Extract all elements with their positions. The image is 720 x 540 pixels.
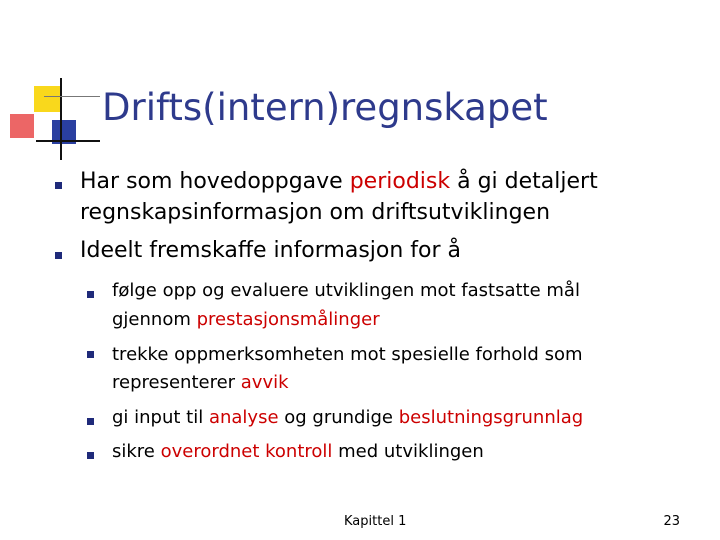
bullet-1-line-1 <box>80 167 598 196</box>
subbullet-4-text-start: sikre <box>112 441 161 462</box>
subbullet-1-highlight: prestasjonsmålinger <box>196 309 380 330</box>
logo-yellow-square <box>34 86 60 112</box>
subbullet-4-highlight: overordnet kontroll <box>160 441 333 462</box>
subbullet-2-text: representerer <box>112 372 241 393</box>
subbullet-square-icon <box>87 418 94 425</box>
logo-red-square <box>10 114 34 138</box>
bullet-square-icon <box>55 182 62 189</box>
logo-vertical-line <box>60 78 62 160</box>
bullet-2-text: Ideelt fremskaffe informasjon for å <box>80 238 462 263</box>
subbullet-3-text-start: gi input til <box>112 407 209 428</box>
logo-horizontal-line <box>36 140 100 142</box>
subbullet-4-text-end: med utviklingen <box>332 441 484 462</box>
subbullet-3-text <box>112 406 583 429</box>
subbullet-1-line-2 <box>112 308 380 331</box>
subbullet-square-icon <box>87 452 94 459</box>
bullet-1-text-after: å gi detaljert <box>450 169 598 194</box>
bullet-1-line-2: regnskapsinformasjon om driftsutviklingen <box>80 200 551 225</box>
subbullet-3-highlight-1: analyse <box>208 407 279 428</box>
bullet-square-icon <box>55 252 62 259</box>
bullet-1-highlight: periodisk <box>349 169 451 194</box>
subbullet-1-text: gjennom <box>112 309 197 330</box>
footer-chapter: Kapittel 1 <box>344 514 407 529</box>
subbullet-2-line-2 <box>112 371 289 394</box>
slide-title: Drifts(intern)regnskapet <box>102 86 548 129</box>
bullet-1-text: Har som hovedoppgave <box>80 169 350 194</box>
subbullet-2-line-1: trekke oppmerksomheten mot spesielle forhold som <box>112 344 583 365</box>
slide-logo <box>0 0 100 170</box>
subbullet-square-icon <box>87 351 94 358</box>
subbullet-1-line-1: følge opp og evaluere utviklingen mot fastsatte mål <box>112 280 580 301</box>
subbullet-4-text <box>112 440 484 463</box>
logo-top-line <box>44 96 100 97</box>
subbullet-3-highlight-2: beslutningsgrunnlag <box>398 407 584 428</box>
subbullet-square-icon <box>87 291 94 298</box>
footer-page-number: 23 <box>663 514 680 529</box>
subbullet-3-text-middle: og grundige <box>278 407 399 428</box>
subbullet-2-highlight: avvik <box>240 372 289 393</box>
